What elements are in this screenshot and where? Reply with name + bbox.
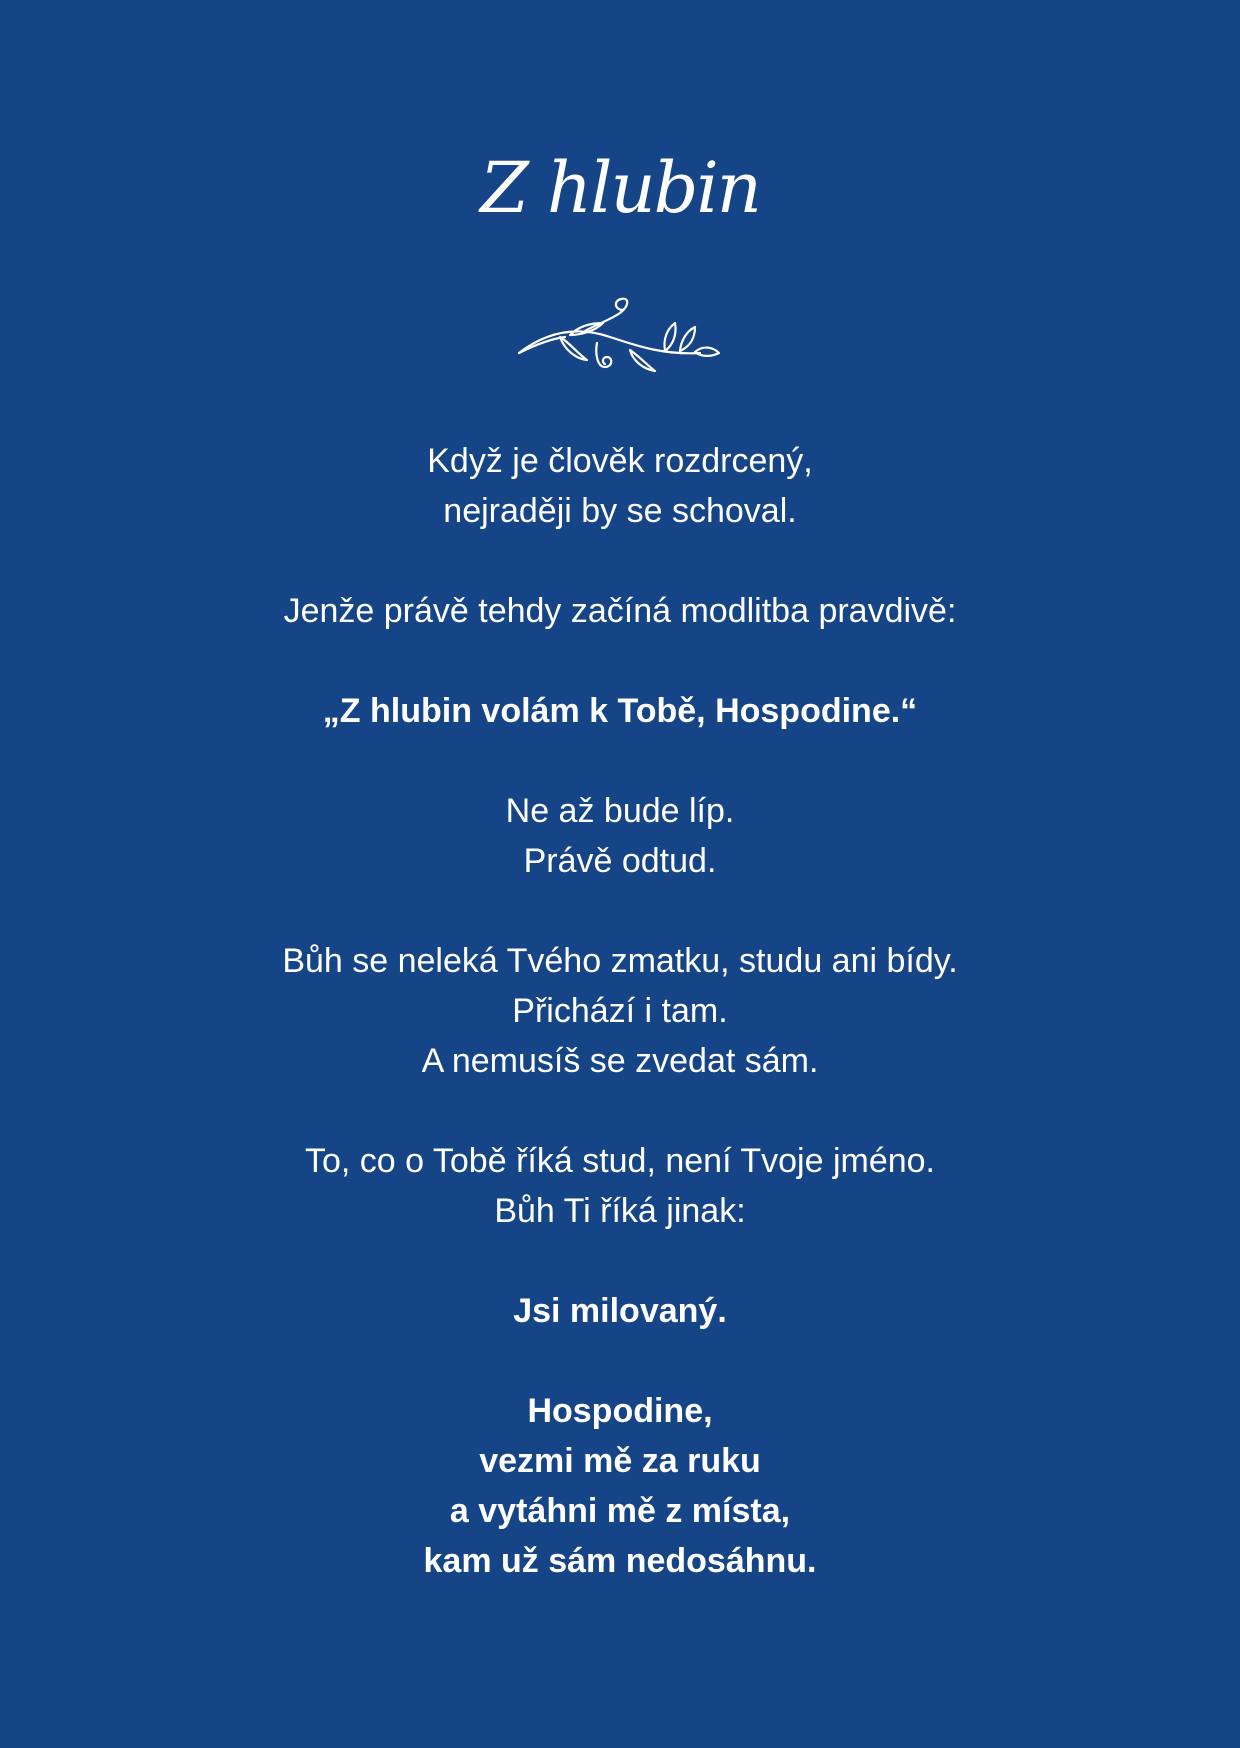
poem-line: Bůh Ti říká jinak: <box>494 1192 746 1230</box>
poem-line: Přichází i tam. <box>512 992 728 1030</box>
poem-line: Když je člověk rozdrcený, <box>427 442 813 480</box>
stanza-gap <box>0 1336 1240 1386</box>
poem-line: A nemusíš se zvedat sám. <box>421 1042 819 1080</box>
poem-line: Jenže právě tehdy začíná modlitba pravdivě: <box>283 592 957 630</box>
stanza-gap <box>0 536 1240 586</box>
poem-title: Z hlubin <box>480 147 760 229</box>
prayer-line: kam už sám nedosáhnu. <box>423 1542 817 1580</box>
stanza-gap <box>0 1086 1240 1136</box>
stanza-gap <box>0 1236 1240 1286</box>
prayer-line: a vytáhni mě z místa, <box>449 1492 791 1530</box>
stanza-gap <box>0 736 1240 786</box>
stanza-gap <box>0 886 1240 936</box>
poem-line: nejraději by se schoval. <box>443 492 797 530</box>
poem-line: To, co o Tobě říká stud, není Tvoje jméno. <box>305 1142 935 1180</box>
poem-quote-line: „Z hlubin volám k Tobě, Hospodine.“ <box>322 692 918 730</box>
poem-line: Právě odtud. <box>523 842 717 880</box>
poem-emphasis-line: Jsi milovaný. <box>513 1292 727 1330</box>
leaf-branch-ornament-icon <box>515 295 725 380</box>
prayer-line: vezmi mě za ruku <box>479 1442 761 1480</box>
poem-line: Ne až bude líp. <box>505 792 735 830</box>
stanza-gap <box>0 636 1240 686</box>
poem-body <box>0 436 1240 1586</box>
prayer-line: Hospodine, <box>527 1392 713 1430</box>
poem-line: Bůh se neleká Tvého zmatku, studu ani bídy. <box>282 942 958 980</box>
